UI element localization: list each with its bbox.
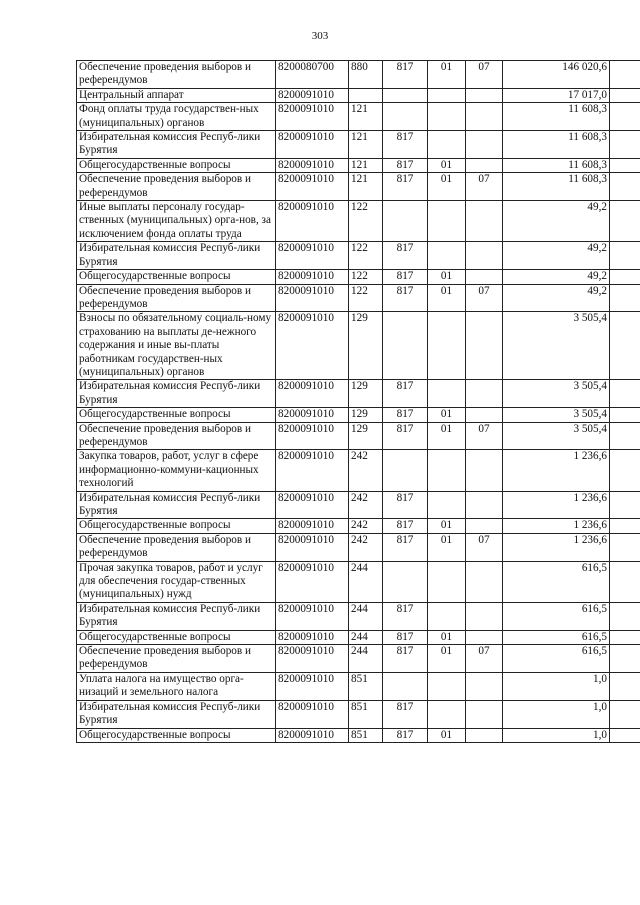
- cell-amount: 49,2: [503, 242, 610, 270]
- cell-section: [428, 131, 466, 159]
- cell-section: [428, 88, 466, 102]
- cell-expense-type: 129: [349, 380, 383, 408]
- cell-empty: [610, 158, 640, 172]
- cell-amount: 616,5: [503, 602, 610, 630]
- cell-expense-type: 121: [349, 131, 383, 159]
- table-row: [77, 380, 640, 408]
- cell-subsection: [466, 242, 503, 270]
- cell-expense-type: 121: [349, 173, 383, 201]
- table-row: [77, 408, 640, 422]
- cell-section: 01: [428, 61, 466, 89]
- cell-target-article: 8200091010: [276, 700, 349, 728]
- cell-target-article: 8200091010: [276, 645, 349, 673]
- cell-name: Избирательная комиссия Респуб-лики Бурятия: [77, 131, 276, 159]
- cell-expense-type: 121: [349, 103, 383, 131]
- cell-expense-type: 851: [349, 672, 383, 700]
- cell-administrator: [383, 561, 428, 602]
- cell-name: Общегосударственные вопросы: [77, 519, 276, 533]
- cell-subsection: [466, 450, 503, 491]
- cell-administrator: 817: [383, 61, 428, 89]
- cell-name: Обеспечение проведения выборов и референдумов: [77, 173, 276, 201]
- cell-target-article: 8200091010: [276, 158, 349, 172]
- cell-expense-type: 122: [349, 284, 383, 312]
- cell-administrator: 817: [383, 284, 428, 312]
- cell-target-article: 8200091010: [276, 88, 349, 102]
- cell-target-article: 8200091010: [276, 242, 349, 270]
- cell-empty: [610, 242, 640, 270]
- cell-subsection: [466, 561, 503, 602]
- table-row: [77, 602, 640, 630]
- cell-target-article: 8200091010: [276, 602, 349, 630]
- cell-subsection: [466, 408, 503, 422]
- page-number: 303: [311, 30, 329, 42]
- cell-empty: [610, 408, 640, 422]
- cell-amount: 1,0: [503, 700, 610, 728]
- cell-empty: [610, 103, 640, 131]
- table-row: [77, 88, 640, 102]
- cell-empty: [610, 422, 640, 450]
- cell-administrator: 817: [383, 422, 428, 450]
- cell-section: 01: [428, 519, 466, 533]
- cell-name: Прочая закупка товаров, работ и услуг для обеспечения государ-ственных (муниципальных) нужд: [77, 561, 276, 602]
- cell-amount: 11 608,3: [503, 158, 610, 172]
- cell-section: [428, 380, 466, 408]
- cell-section: 01: [428, 284, 466, 312]
- cell-empty: [610, 491, 640, 519]
- table-row: [77, 728, 640, 742]
- cell-subsection: [466, 270, 503, 284]
- cell-section: 01: [428, 630, 466, 644]
- cell-name: Обеспечение проведения выборов и референдумов: [77, 284, 276, 312]
- cell-section: [428, 450, 466, 491]
- cell-target-article: 8200080700: [276, 61, 349, 89]
- cell-administrator: 817: [383, 645, 428, 673]
- cell-subsection: [466, 312, 503, 380]
- cell-empty: [610, 312, 640, 380]
- table-row: [77, 630, 640, 644]
- cell-target-article: 8200091010: [276, 103, 349, 131]
- cell-section: [428, 561, 466, 602]
- cell-name: Обеспечение проведения выборов и референдумов: [77, 422, 276, 450]
- cell-amount: 17 017,0: [503, 88, 610, 102]
- cell-target-article: 8200091010: [276, 672, 349, 700]
- cell-amount: 616,5: [503, 630, 610, 644]
- cell-target-article: 8200091010: [276, 284, 349, 312]
- cell-empty: [610, 561, 640, 602]
- cell-expense-type: 129: [349, 312, 383, 380]
- table-row: [77, 450, 640, 491]
- cell-amount: 3 505,4: [503, 380, 610, 408]
- cell-subsection: [466, 700, 503, 728]
- cell-empty: [610, 630, 640, 644]
- cell-empty: [610, 380, 640, 408]
- cell-target-article: 8200091010: [276, 450, 349, 491]
- cell-amount: 11 608,3: [503, 103, 610, 131]
- cell-subsection: [466, 88, 503, 102]
- cell-empty: [610, 672, 640, 700]
- cell-expense-type: 851: [349, 728, 383, 742]
- cell-section: [428, 672, 466, 700]
- cell-section: [428, 700, 466, 728]
- cell-name: Обеспечение проведения выборов и референдумов: [77, 61, 276, 89]
- cell-administrator: 817: [383, 533, 428, 561]
- table-row: [77, 519, 640, 533]
- cell-section: 01: [428, 728, 466, 742]
- cell-name: Избирательная комиссия Респуб-лики Бурятия: [77, 242, 276, 270]
- cell-subsection: [466, 103, 503, 131]
- cell-amount: 1 236,6: [503, 450, 610, 491]
- cell-subsection: 07: [466, 422, 503, 450]
- cell-amount: 1 236,6: [503, 491, 610, 519]
- table-row: [77, 533, 640, 561]
- cell-subsection: [466, 131, 503, 159]
- cell-expense-type: 244: [349, 561, 383, 602]
- cell-empty: [610, 88, 640, 102]
- cell-amount: 11 608,3: [503, 173, 610, 201]
- cell-expense-type: 880: [349, 61, 383, 89]
- cell-expense-type: 129: [349, 422, 383, 450]
- cell-section: [428, 103, 466, 131]
- cell-subsection: 07: [466, 173, 503, 201]
- cell-expense-type: 122: [349, 242, 383, 270]
- cell-target-article: 8200091010: [276, 312, 349, 380]
- cell-subsection: [466, 602, 503, 630]
- cell-section: [428, 201, 466, 242]
- cell-name: Общегосударственные вопросы: [77, 728, 276, 742]
- table-row: [77, 242, 640, 270]
- cell-subsection: [466, 519, 503, 533]
- cell-section: [428, 312, 466, 380]
- cell-subsection: [466, 630, 503, 644]
- cell-name: Избирательная комиссия Респуб-лики Бурятия: [77, 602, 276, 630]
- cell-target-article: 8200091010: [276, 491, 349, 519]
- cell-name: Взносы по обязательному социаль-ному страхованию на выплаты де-нежного содержания и иные вы-платы работникам государствен-ных (муниципальных) органов: [77, 312, 276, 380]
- cell-empty: [610, 284, 640, 312]
- cell-administrator: [383, 450, 428, 491]
- cell-empty: [610, 131, 640, 159]
- cell-expense-type: 242: [349, 491, 383, 519]
- cell-amount: 616,5: [503, 561, 610, 602]
- cell-empty: [610, 173, 640, 201]
- table-row: [77, 422, 640, 450]
- cell-administrator: [383, 201, 428, 242]
- cell-amount: 49,2: [503, 284, 610, 312]
- cell-administrator: 817: [383, 519, 428, 533]
- cell-amount: 1,0: [503, 672, 610, 700]
- cell-amount: 1 236,6: [503, 533, 610, 561]
- cell-name: Избирательная комиссия Респуб-лики Бурятия: [77, 700, 276, 728]
- cell-name: Фонд оплаты труда государствен-ных (муниципальных) органов: [77, 103, 276, 131]
- cell-subsection: 07: [466, 533, 503, 561]
- budget-table-body: [77, 61, 640, 743]
- cell-empty: [610, 700, 640, 728]
- cell-subsection: 07: [466, 284, 503, 312]
- cell-administrator: [383, 88, 428, 102]
- cell-amount: 1 236,6: [503, 519, 610, 533]
- table-row: [77, 158, 640, 172]
- cell-administrator: 817: [383, 602, 428, 630]
- cell-target-article: 8200091010: [276, 270, 349, 284]
- cell-name: Общегосударственные вопросы: [77, 270, 276, 284]
- cell-empty: [610, 450, 640, 491]
- cell-target-article: 8200091010: [276, 519, 349, 533]
- cell-amount: 3 505,4: [503, 312, 610, 380]
- cell-expense-type: 242: [349, 450, 383, 491]
- cell-name: Избирательная комиссия Респуб-лики Бурятия: [77, 380, 276, 408]
- cell-expense-type: 122: [349, 270, 383, 284]
- cell-expense-type: 242: [349, 519, 383, 533]
- table-row: [77, 201, 640, 242]
- cell-expense-type: [349, 88, 383, 102]
- cell-expense-type: 242: [349, 533, 383, 561]
- table-row: [77, 103, 640, 131]
- cell-empty: [610, 645, 640, 673]
- table-row: [77, 61, 640, 89]
- cell-section: [428, 242, 466, 270]
- cell-target-article: 8200091010: [276, 561, 349, 602]
- cell-name: Общегосударственные вопросы: [77, 158, 276, 172]
- cell-section: 01: [428, 422, 466, 450]
- cell-name: Обеспечение проведения выборов и референдумов: [77, 645, 276, 673]
- cell-section: 01: [428, 270, 466, 284]
- cell-empty: [610, 728, 640, 742]
- cell-administrator: [383, 672, 428, 700]
- cell-subsection: [466, 728, 503, 742]
- budget-table: [76, 60, 640, 743]
- table-row: [77, 312, 640, 380]
- table-row: [77, 672, 640, 700]
- cell-target-article: 8200091010: [276, 533, 349, 561]
- cell-administrator: 817: [383, 728, 428, 742]
- cell-amount: 11 608,3: [503, 131, 610, 159]
- cell-section: 01: [428, 645, 466, 673]
- cell-administrator: 817: [383, 173, 428, 201]
- cell-name: Общегосударственные вопросы: [77, 408, 276, 422]
- cell-name: Иные выплаты персоналу государ-ственных (муниципальных) орга-нов, за исключением фонда оплаты труда: [77, 201, 276, 242]
- cell-administrator: 817: [383, 158, 428, 172]
- cell-name: Общегосударственные вопросы: [77, 630, 276, 644]
- cell-amount: 146 020,6: [503, 61, 610, 89]
- cell-subsection: [466, 158, 503, 172]
- cell-target-article: 8200091010: [276, 173, 349, 201]
- cell-section: 01: [428, 158, 466, 172]
- cell-empty: [610, 519, 640, 533]
- cell-administrator: 817: [383, 242, 428, 270]
- cell-target-article: 8200091010: [276, 408, 349, 422]
- cell-expense-type: 244: [349, 602, 383, 630]
- cell-administrator: 817: [383, 408, 428, 422]
- table-row: [77, 270, 640, 284]
- cell-section: 01: [428, 533, 466, 561]
- cell-administrator: 817: [383, 380, 428, 408]
- cell-amount: 1,0: [503, 728, 610, 742]
- cell-amount: 616,5: [503, 645, 610, 673]
- cell-name: Обеспечение проведения выборов и референдумов: [77, 533, 276, 561]
- cell-amount: 49,2: [503, 270, 610, 284]
- cell-empty: [610, 533, 640, 561]
- table-row: [77, 284, 640, 312]
- cell-empty: [610, 61, 640, 89]
- cell-target-article: 8200091010: [276, 380, 349, 408]
- cell-section: [428, 491, 466, 519]
- table-row: [77, 561, 640, 602]
- cell-name: Центральный аппарат: [77, 88, 276, 102]
- table-row: [77, 173, 640, 201]
- table-row: [77, 645, 640, 673]
- cell-subsection: [466, 201, 503, 242]
- cell-subsection: [466, 380, 503, 408]
- cell-subsection: [466, 672, 503, 700]
- cell-expense-type: 129: [349, 408, 383, 422]
- cell-subsection: [466, 491, 503, 519]
- table-row: [77, 131, 640, 159]
- cell-section: [428, 602, 466, 630]
- cell-subsection: 07: [466, 645, 503, 673]
- cell-target-article: 8200091010: [276, 630, 349, 644]
- cell-subsection: 07: [466, 61, 503, 89]
- cell-expense-type: 244: [349, 630, 383, 644]
- cell-name: Избирательная комиссия Респуб-лики Бурятия: [77, 491, 276, 519]
- cell-empty: [610, 201, 640, 242]
- cell-target-article: 8200091010: [276, 131, 349, 159]
- cell-name: Закупка товаров, работ, услуг в сфере информационно-коммуни-кационных технологий: [77, 450, 276, 491]
- cell-amount: 3 505,4: [503, 408, 610, 422]
- cell-empty: [610, 602, 640, 630]
- cell-section: 01: [428, 408, 466, 422]
- cell-target-article: 8200091010: [276, 201, 349, 242]
- cell-administrator: [383, 312, 428, 380]
- cell-administrator: 817: [383, 270, 428, 284]
- cell-target-article: 8200091010: [276, 728, 349, 742]
- cell-administrator: 817: [383, 131, 428, 159]
- cell-administrator: 817: [383, 700, 428, 728]
- cell-expense-type: 244: [349, 645, 383, 673]
- table-row: [77, 700, 640, 728]
- cell-empty: [610, 270, 640, 284]
- cell-target-article: 8200091010: [276, 422, 349, 450]
- cell-administrator: 817: [383, 491, 428, 519]
- cell-amount: 49,2: [503, 201, 610, 242]
- cell-expense-type: 851: [349, 700, 383, 728]
- cell-name: Уплата налога на имущество орга-низаций и земельного налога: [77, 672, 276, 700]
- cell-amount: 3 505,4: [503, 422, 610, 450]
- cell-section: 01: [428, 173, 466, 201]
- cell-expense-type: 121: [349, 158, 383, 172]
- table-row: [77, 491, 640, 519]
- cell-administrator: 817: [383, 630, 428, 644]
- cell-expense-type: 122: [349, 201, 383, 242]
- cell-administrator: [383, 103, 428, 131]
